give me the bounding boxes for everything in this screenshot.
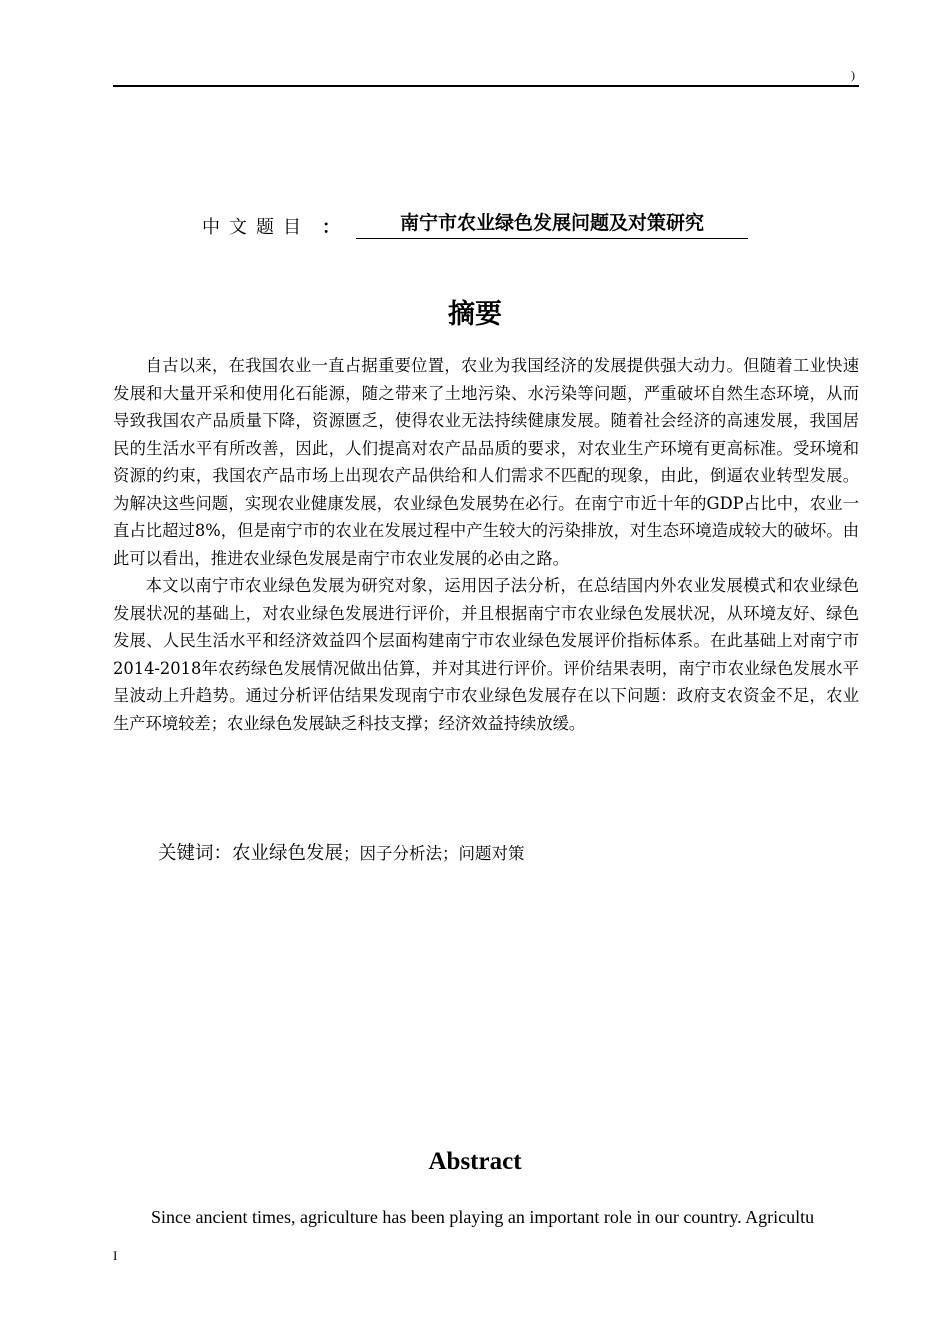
keyword-primary: 农业绿色发展 (232, 843, 344, 864)
chinese-title-label: 中文题目 (202, 217, 310, 238)
chinese-abstract-body (113, 352, 859, 737)
english-abstract-body (113, 1204, 859, 1230)
header-rule (113, 85, 859, 87)
keywords-rest: ；因子分析法；问题对策 (343, 844, 525, 863)
english-abstract-first-line: Since ancient times, agriculture has been playing an important role in our country. Agricultu (151, 1207, 815, 1227)
page-number: I (113, 1248, 118, 1263)
chinese-title-colon: ： (322, 217, 340, 238)
keywords-label: 关键词： (158, 843, 233, 864)
header-mark: ) (851, 68, 855, 82)
chinese-title-row (0, 208, 950, 239)
keywords-line (158, 839, 525, 865)
chinese-abstract-heading: 摘要 (448, 299, 502, 330)
english-abstract-heading: Abstract (428, 1148, 522, 1175)
chinese-abstract-paragraph-1: 自古以来，在我国农业一直占据重要位置，农业为我国经济的发展提供强大动力。但随着工业快速发展和大量开采和使用化石能源，随之带来了土地污染、水污染等问题，严重破坏自然生态环境，从而导致我国农产品质量下降，资源匮乏，使得农业无法持续健康发展。随着社会经济的高速发展，我国居民的生活水平有所改善，因此，人们提高对农产品品质的要求，对农业生产环境有更高标准。受环境和资源的约束，我国农产品市场上出现农产品供给和人们需求不匹配的现象，由此，倒逼农业转型发展。为解决这些问题，实现农业健康发展，农业绿色发展势在必行。在南宁市近十年的GDP占比中，农业一直占比超过8%，但是南宁市的农业在发展过程中产生较大的污染排放，对生态环境造成较大的破坏。由此可以看出，推进农业绿色发展是南宁市农业发展的必由之路。 (113, 356, 859, 568)
chinese-title-value: 南宁市农业绿色发展问题及对策研究 (356, 208, 748, 239)
chinese-abstract-paragraph-2: 本文以南宁市农业绿色发展为研究对象，运用因子法分析，在总结国内外农业发展模式和农业绿色发展状况的基础上，对农业绿色发展进行评价，并且根据南宁市农业绿色发展状况，从环境友好、绿色发展、人民生活水平和经济效益四个层面构建南宁市农业绿色发展评价指标体系。在此基础上对南宁市2014-2018年农药绿色发展情况做出估算，并对其进行评价。评价结果表明，南宁市农业绿色发展水平呈波动上升趋势。通过分析评估结果发现南宁市农业绿色发展存在以下问题：政府支农资金不足，农业生产环境较差；农业绿色发展缺乏科技支撑；经济效益持续放缓。 (113, 576, 859, 733)
